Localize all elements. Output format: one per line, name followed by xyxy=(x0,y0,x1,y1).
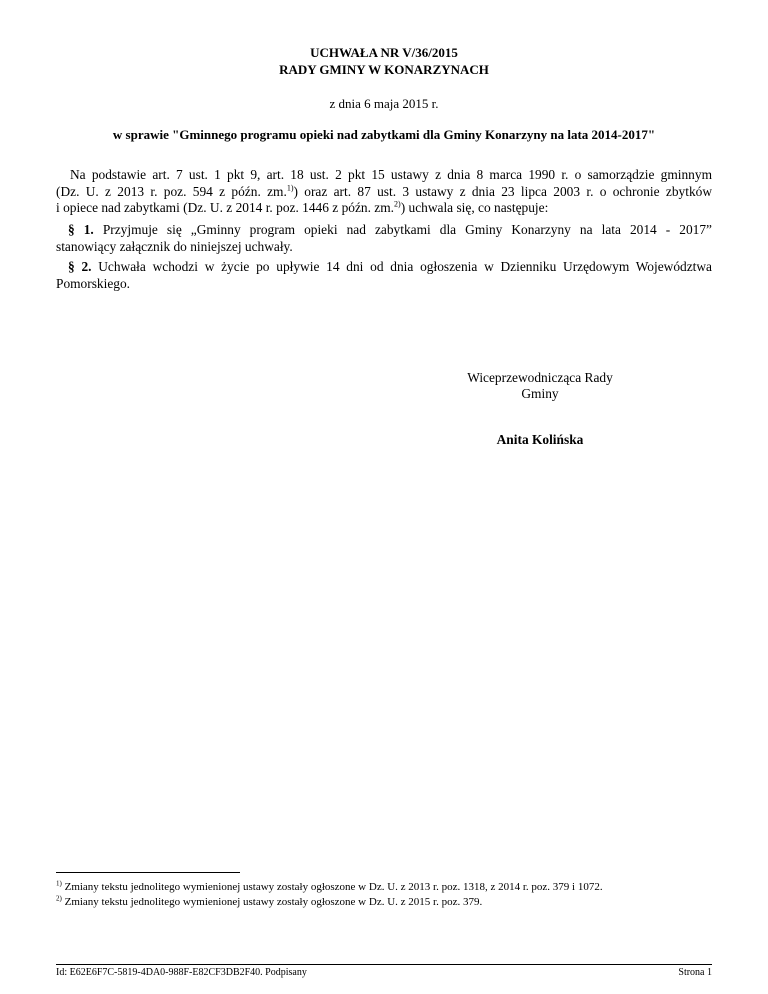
legal-basis-text: (Dz. U. z 2013 r. poz. 594 z późn. zm. xyxy=(56,183,287,199)
legal-basis-line xyxy=(56,184,712,201)
footnote-text: Zmiany tekstu jednolitego wymienionej ustawy zostały ogłoszone w Dz. U. z 2015 r. poz. 379. xyxy=(61,896,483,908)
legal-basis-text: i opiece nad zabytkami (Dz. U. z 2014 r. poz. 1446 z późn. zm. xyxy=(56,200,395,215)
legal-basis-line xyxy=(56,200,712,217)
resolution-subject: w sprawie "Gminnego programu opieki nad zabytkami dla Gminy Konarzyny na lata 2014-2017" xyxy=(112,127,656,142)
section-1-text: Przyjmuje się „Gminny program opieki nad zabytkami dla Gminy Konarzyny na lata 2014 - 2017” xyxy=(93,222,712,237)
legal-basis-line: Na podstawie art. 7 ust. 1 pkt 9, art. 18 ust. 2 pkt 15 ustawy z dnia 8 marca 1990 r. o samorządzie gminnym xyxy=(70,167,712,182)
footnote-text: Zmiany tekstu jednolitego wymienionej ustawy zostały ogłoszone w Dz. U. z 2013 r. poz. 1318, z 2014 r. poz. 379 i 1072. xyxy=(61,881,603,893)
signatory-name: Anita Kolińska xyxy=(496,432,584,447)
section-2-line xyxy=(56,259,712,276)
council-name: RADY GMINY W KONARZYNACH xyxy=(279,62,489,77)
resolution-date: z dnia 6 maja 2015 r. xyxy=(329,96,439,111)
section-1-line: stanowiący załącznik do niniejszej uchwały. xyxy=(56,238,293,254)
section-2-text: Uchwała wchodzi w życie po upływie 14 dni od dnia ogłoszenia w Dzienniku Urzędowym Województwa xyxy=(91,259,713,274)
footnote-mark: 2) xyxy=(56,894,62,903)
signatory-role xyxy=(440,370,640,402)
footnote-ref-2: 2) xyxy=(394,199,401,209)
signatory-role-line: Wiceprzewodnicząca Rady xyxy=(467,370,613,385)
footnote-1 xyxy=(56,880,736,894)
section-2-paragraph xyxy=(56,259,712,292)
footnote-divider xyxy=(56,872,240,873)
resolution-title: UCHWAŁA NR V/36/2015 xyxy=(310,45,458,60)
footnote-ref-1: 1) xyxy=(286,183,294,193)
section-1-line xyxy=(56,222,712,239)
section-2-label: § 2. xyxy=(68,259,92,274)
section-1-paragraph xyxy=(56,222,712,255)
footer-divider xyxy=(56,964,712,965)
signatory-role-line: Gminy xyxy=(521,386,559,401)
footnote-2 xyxy=(56,895,736,909)
section-1-label: § 1. xyxy=(68,222,94,237)
section-2-line: Pomorskiego. xyxy=(56,275,131,291)
legal-basis-text: ) oraz art. 87 ust. 3 ustawy z dnia 23 lipca 2003 r. o ochronie zbytków xyxy=(293,183,712,199)
page-number: Strona 1 xyxy=(678,967,712,978)
footnote-mark: 1) xyxy=(56,879,62,888)
legal-basis-text: ) uchwala się, co następuje: xyxy=(400,200,549,215)
document-id: Id: E62E6F7C-5819-4DA0-988F-E82CF3DB2F40. Podpisany xyxy=(56,967,307,978)
legal-basis-paragraph xyxy=(56,167,712,217)
